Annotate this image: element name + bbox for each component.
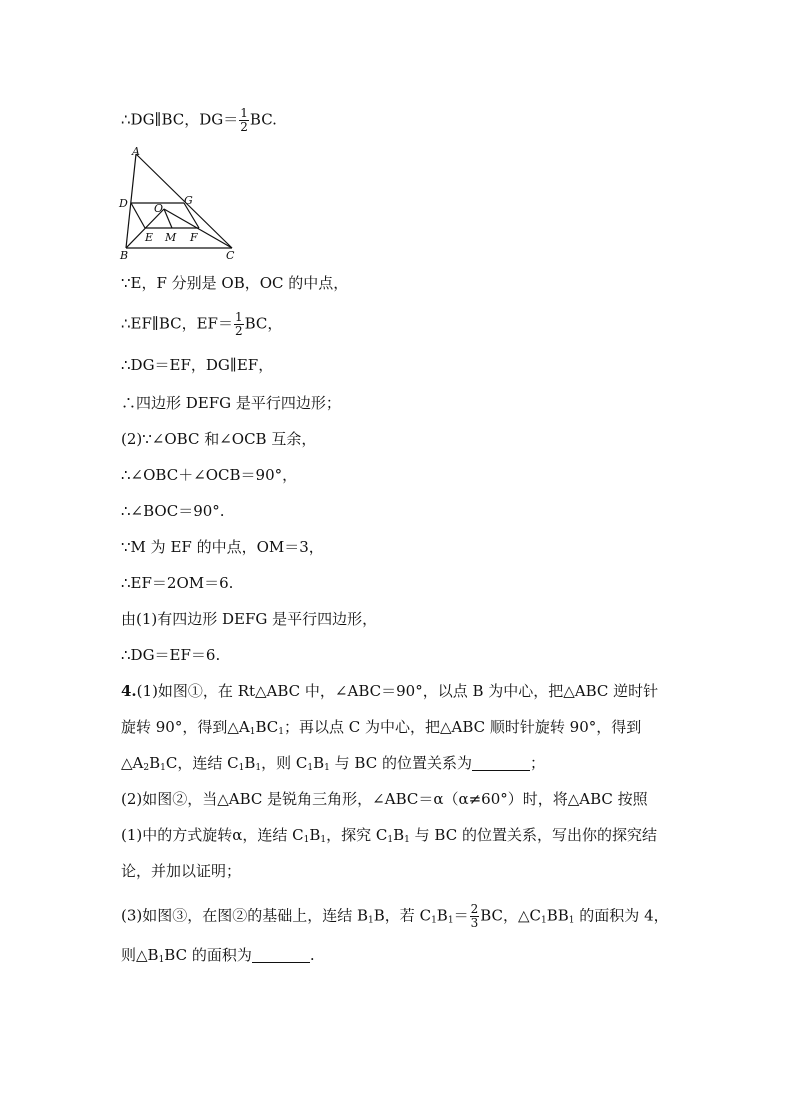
text: ∴EF∥BC，EF＝ [121, 314, 233, 333]
text: . [309, 946, 315, 964]
text: ，则 C [261, 754, 308, 772]
label-d: D [119, 197, 128, 210]
text: B [436, 906, 448, 925]
label-c: C [226, 249, 235, 262]
text: ，探究 C [326, 826, 388, 844]
text: BC， [244, 314, 283, 333]
text: BC. [249, 110, 277, 129]
text: B，若 C [373, 906, 432, 925]
label-b: B [120, 249, 129, 262]
text: (3)如图③，在图②的基础上，连结 B [121, 906, 369, 925]
line-parallelogram: ∴四边形 DEFG 是平行四边形； [121, 394, 341, 412]
question-4-line-6: 论，并加以证明； [121, 862, 242, 880]
text: (1)中的方式旋转α，连结 C [121, 826, 304, 844]
numerator: 2 [470, 902, 479, 916]
text: 与 BC 的位置关系为 [329, 754, 472, 772]
text: B [309, 826, 321, 844]
answer-blank-1 [472, 756, 530, 771]
subscript: 1 [404, 835, 410, 845]
numerator: 1 [240, 106, 248, 120]
label-g: G [184, 194, 193, 207]
subscript: 1 [324, 763, 330, 773]
text: (1)如图①，在 Rt△ABC 中，∠ABC＝90°，以点 B 为中心，把△ABC 逆时针 [136, 682, 659, 700]
line-dg-parallel-bc [121, 107, 277, 134]
text: C，连结 C [165, 754, 239, 772]
fraction-one-half [239, 107, 249, 134]
text: ＝ [453, 906, 469, 925]
subscript: 1 [255, 763, 262, 773]
question-4-line-4: (2)如图②，当△ABC 是锐角三角形，∠ABC＝α（α≠60°）时，将△ABC 按照 [121, 790, 648, 808]
subscript: 1 [320, 835, 327, 845]
question-4-line-8 [121, 945, 315, 965]
subscript: 1 [568, 915, 575, 926]
fraction-one-half [234, 311, 244, 338]
question-4-line-5 [121, 825, 657, 845]
text: B [313, 754, 325, 772]
subscript: 1 [387, 835, 394, 845]
text: 的面积为 4， [574, 906, 669, 925]
question-4-line-3 [121, 753, 545, 773]
subscript: 1 [368, 915, 374, 926]
subscript: 1 [541, 915, 547, 926]
question-4-line-1 [121, 681, 658, 701]
subscript: 1 [307, 763, 314, 773]
text: ∴DG∥BC，DG＝ [121, 110, 239, 129]
label-f: F [190, 231, 198, 244]
text: △A [121, 754, 144, 772]
denominator: 2 [234, 324, 243, 338]
line-ef-parallel-bc [121, 311, 282, 338]
question-4-line-2 [121, 717, 641, 737]
text: BC，△C [480, 906, 542, 925]
line-ef-midpoints: ∵E，F 分别是 OB，OC 的中点， [121, 274, 349, 292]
line-angle-sum: ∴∠OBC＋∠OCB＝90°， [121, 466, 298, 484]
label-e: E [145, 231, 154, 244]
subscript: 1 [160, 763, 166, 773]
line-m-midpoint: ∵M 为 EF 的中点，OM＝3， [121, 538, 324, 556]
label-a: A [132, 146, 140, 158]
line-from-part1: 由(1)有四边形 DEFG 是平行四边形， [121, 610, 378, 628]
text: B [393, 826, 405, 844]
text: BB [546, 906, 569, 925]
text: BC [255, 718, 279, 736]
subscript: 1 [249, 727, 256, 737]
line-ef-eq-6: ∴EF＝2OM＝6. [121, 574, 234, 592]
subscript: 1 [303, 835, 310, 845]
question-number: 4. [121, 682, 137, 700]
text: BC 的面积为 [164, 946, 252, 964]
fraction-two-thirds [470, 903, 480, 930]
subscript: 2 [143, 763, 150, 773]
text: ； [529, 754, 545, 772]
subscript: 1 [431, 915, 437, 926]
text: ；再以点 C 为中心，把△ABC 顺时针旋转 90°，得到 [283, 718, 642, 736]
denominator: 3 [470, 916, 479, 930]
text: 与 BC 的位置关系，写出你的探究结 [409, 826, 657, 844]
geometry-figure [112, 146, 242, 264]
denominator: 2 [240, 120, 248, 134]
segment-de [131, 203, 145, 228]
line-dg-result: ∴DG＝EF＝6. [121, 646, 221, 664]
subscript: 1 [158, 955, 165, 965]
text: B [244, 754, 256, 772]
line-angle-boc: ∴∠BOC＝90°. [121, 502, 225, 520]
line-part2-complementary: (2)∵∠OBC 和∠OCB 互余， [121, 430, 317, 448]
text: B [149, 754, 161, 772]
numerator: 1 [234, 310, 243, 324]
subscript: 1 [238, 763, 245, 773]
label-m: M [165, 231, 177, 244]
line-dg-eq-ef: ∴DG＝EF，DG∥EF， [121, 356, 274, 374]
answer-blank-2 [252, 948, 310, 963]
label-o: O [154, 202, 164, 215]
subscript: 1 [447, 915, 454, 926]
text: 则△B [121, 946, 159, 964]
subscript: 1 [278, 727, 284, 737]
question-4-line-7 [121, 903, 669, 930]
text: 旋转 90°，得到△A [121, 718, 250, 736]
